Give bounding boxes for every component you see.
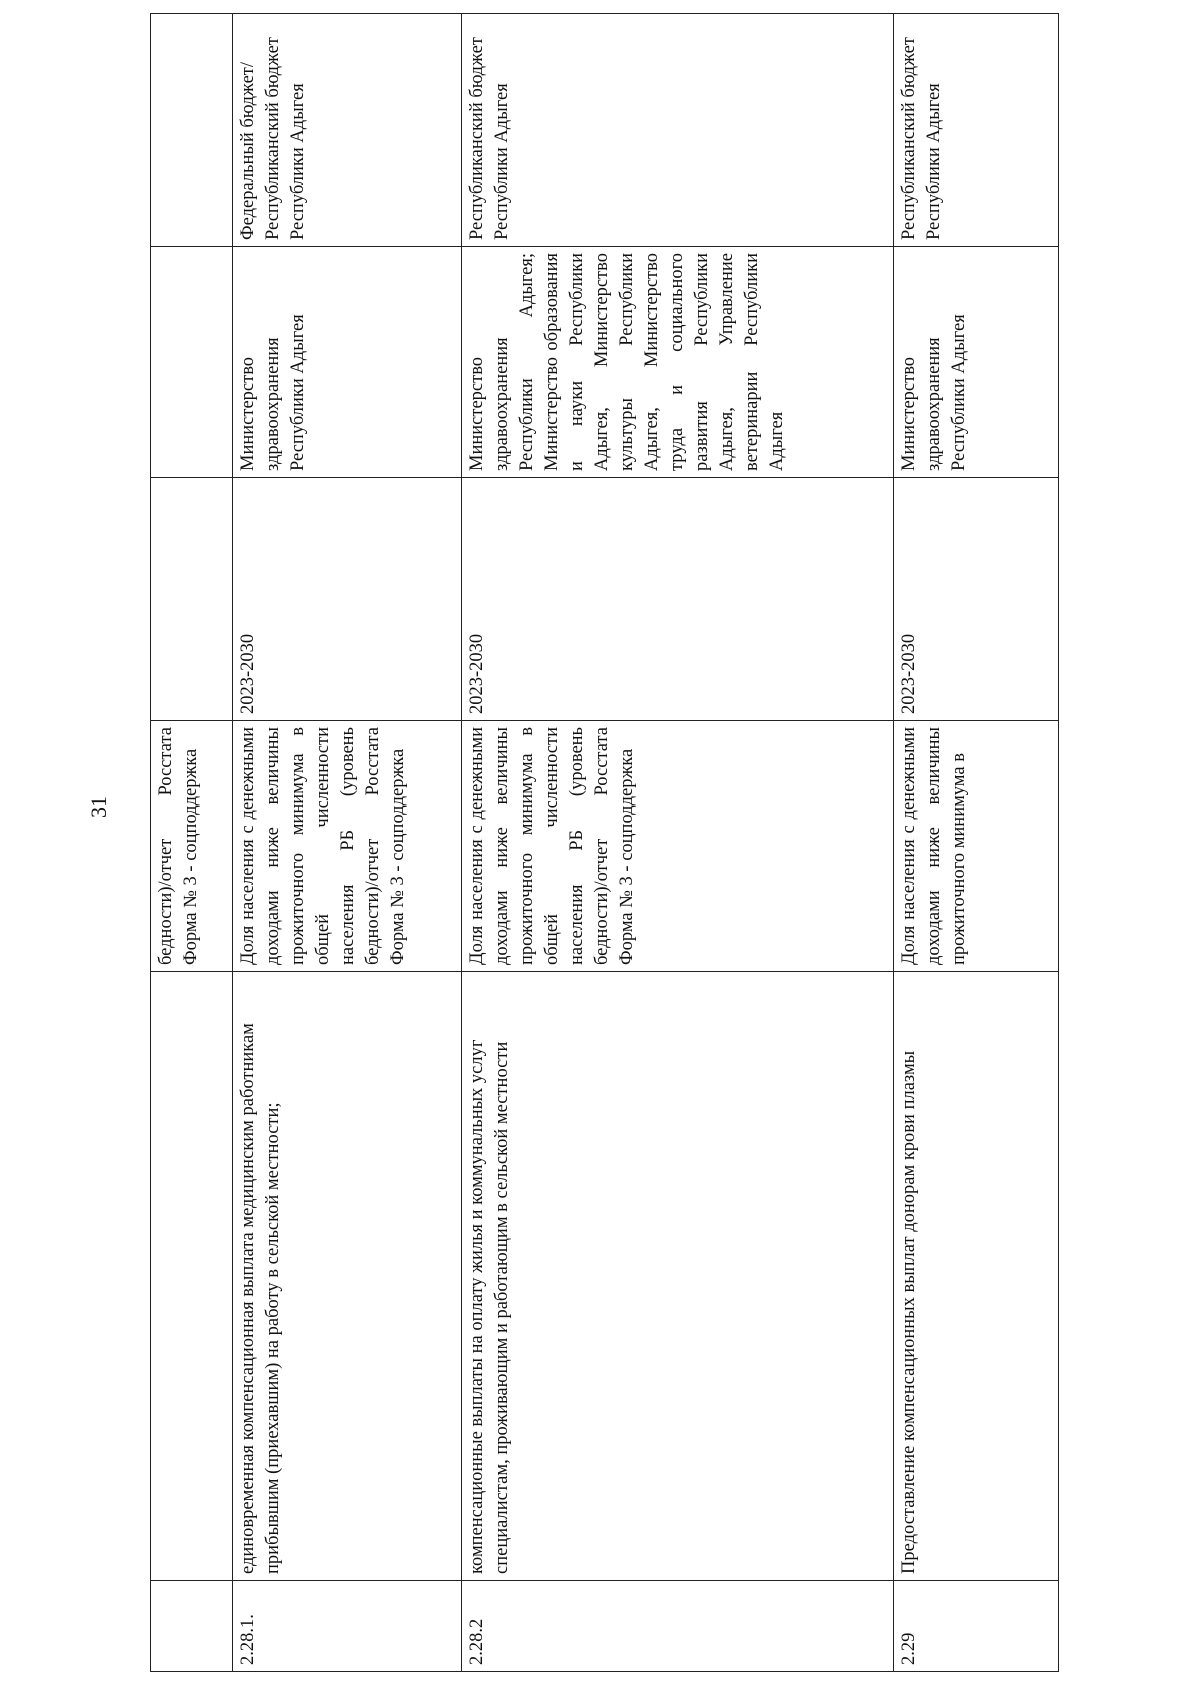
cell-source: Республиканский бюджет Республики Адыгея	[462, 14, 894, 247]
cell-indicator: бедности)/отчет Росстата Форма № 3 - соцподдержка	[151, 721, 233, 972]
measures-table	[150, 13, 1059, 1672]
table-row	[233, 14, 462, 1672]
cell-executor	[151, 247, 233, 478]
cell-name: компенсационные выплаты на оплату жилья и коммунальных услуг специалистам, проживающим и работающим в сельской местности	[462, 972, 894, 1581]
cell-num: 2.28.1.	[233, 1581, 462, 1672]
cell-num: 2.28.2	[462, 1581, 894, 1672]
page-number: 31	[86, 796, 111, 818]
cell-source: Республиканский бюджет Республики Адыгея	[894, 14, 1059, 247]
cell-name: единовременная компенсационная выплата медицинским работникам прибывшим (приехавшим) на работу в сельской местности;	[233, 972, 462, 1581]
cell-source: Федеральный бюджет/Республиканский бюджет Республики Адыгея	[233, 14, 462, 247]
table-row	[462, 14, 894, 1672]
cell-num: 2.29	[894, 1581, 1059, 1672]
cell-name	[151, 972, 233, 1581]
cell-term	[151, 478, 233, 721]
cell-executor: Министерство здравоохранения Республики Адыгея	[233, 247, 462, 478]
cell-executor: Министерство здравоохранения Республики Адыгея; Министерство образования и науки Республики Адыгея, Министерство культуры Республики Адыгея, Министерство труда и социального развития Республики Адыгея, Управление ветеринарии Республики Адыгея	[462, 247, 894, 478]
cell-indicator: Доля населения с денежными доходами ниже величины прожиточного минимума в общей численности населения РБ (уровень бедности)/отчет Росстата Форма № 3 - соцподдержка	[462, 721, 894, 972]
cell-name: Предоставление компенсационных выплат донорам крови плазмы	[894, 972, 1059, 1581]
cell-term: 2023-2030	[894, 478, 1059, 721]
table-row	[894, 14, 1059, 1672]
cell-num	[151, 1581, 233, 1672]
cell-executor: Министерство здравоохранения Республики Адыгея	[894, 247, 1059, 478]
cell-term: 2023-2030	[233, 478, 462, 721]
cell-indicator: Доля населения с денежными доходами ниже величины прожиточного минимума в	[894, 721, 1059, 972]
cell-indicator: Доля населения с денежными доходами ниже величины прожиточного минимума в общей численности населения РБ (уровень бедности)/отчет Росстата Форма № 3 - соцподдержка	[233, 721, 462, 972]
rotated-table-wrapper	[150, 37, 1080, 1672]
table-row-continuation	[151, 14, 233, 1672]
cell-term: 2023-2030	[462, 478, 894, 721]
cell-source	[151, 14, 233, 247]
